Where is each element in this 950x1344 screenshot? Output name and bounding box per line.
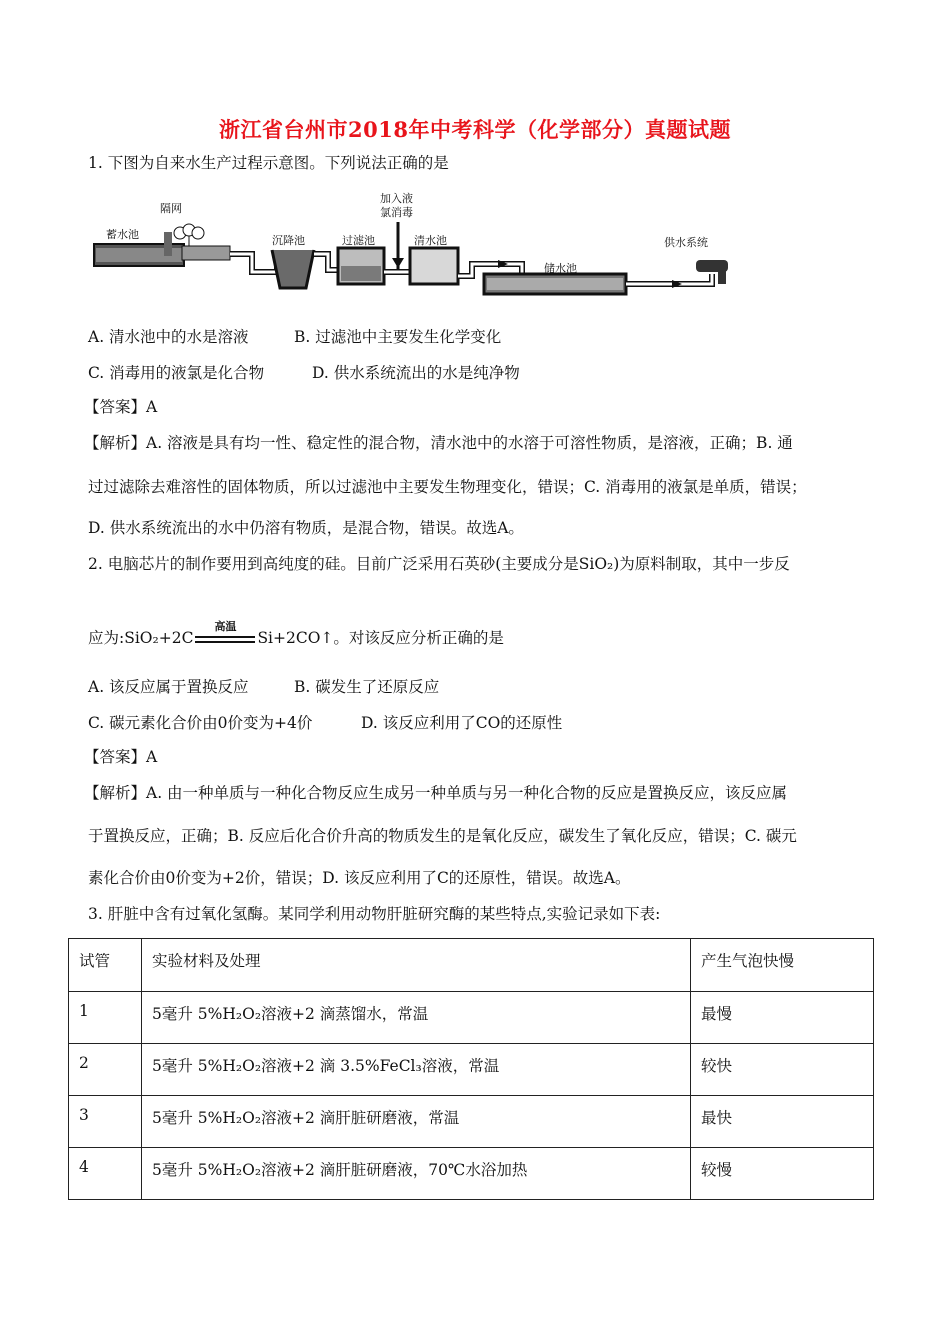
table-header-row (69, 939, 874, 992)
table-header-cell: 实验材料及处理 (142, 939, 691, 992)
screen-label: 隔网 (160, 202, 182, 215)
reservoir-label: 蓄水池 (106, 228, 139, 241)
q1-answer: 【答案】A (84, 398, 158, 416)
table-cell: 5毫升 5%H₂O₂溶液+2 滴肝脏研磨液，常温 (142, 1096, 691, 1148)
clear-water-label: 清水池 (414, 234, 447, 247)
table-row (69, 1044, 874, 1096)
q1-analysis-line: D. 供水系统流出的水中仍溶有物质，是混合物，错误。故选A。 (88, 519, 524, 537)
equation-products: Si+2CO↑。对该反应分析正确的是 (257, 629, 504, 647)
chlorine-label-line1: 加入液 (380, 192, 413, 205)
table-cell: 5毫升 5%H₂O₂溶液+2 滴肝脏研磨液，70℃水浴加热 (142, 1148, 691, 1200)
q1-stem: 1. 下图为自来水生产过程示意图。下列说法正确的是 (88, 154, 449, 172)
table-cell: 5毫升 5%H₂O₂溶液+2 滴蒸馏水，常温 (142, 992, 691, 1044)
table-cell: 2 (69, 1044, 142, 1096)
sedimentation-tank (272, 250, 314, 288)
table-cell: 3 (69, 1096, 142, 1148)
q2-analysis-line: 于置换反应，正确；B. 反应后化合价升高的物质发生的是氧化反应，碳发生了氧化反应，错误；C. 碳元 (88, 827, 797, 845)
q3-stem: 3. 肝脏中含有过氧化氢酶。某同学利用动物肝脏研究酶的某些特点,实验记录如下表: (88, 905, 661, 923)
q1-option-a: A. 清水池中的水是溶液 (88, 328, 249, 346)
q2-analysis-line: 素化合价由0价变为+2价，错误；D. 该反应利用了C的还原性，错误。故选A。 (88, 869, 631, 887)
q1-option-c: C. 消毒用的液氯是化合物 (88, 364, 265, 382)
table-cell: 5毫升 5%H₂O₂溶液+2 滴 3.5%FeCl₃溶液，常温 (142, 1044, 691, 1096)
page-title: 浙江省台州市2018年中考科学（化学部分）真题试题 (219, 117, 731, 142)
equation-arrow (193, 620, 257, 649)
q1-option-b: B. 过滤池中主要发生化学变化 (294, 328, 502, 346)
table-cell: 较慢 (691, 1148, 874, 1200)
table-row (69, 1148, 874, 1200)
table-cell: 最慢 (691, 992, 874, 1044)
supply-label: 供水系统 (664, 236, 708, 249)
table-row (69, 1096, 874, 1148)
q1-analysis-line: 过过滤除去难溶性的固体物质，所以过滤池中主要发生物理变化，错误；C. 消毒用的液氯是单质，错误； (88, 478, 807, 496)
q2-option-a: A. 该反应属于置换反应 (88, 678, 249, 696)
table-header-cell: 试管 (69, 939, 142, 992)
table-header-cell: 产生气泡快慢 (691, 939, 874, 992)
storage-label: 储水池 (544, 262, 577, 275)
water-treatment-diagram (92, 192, 732, 322)
q2-analysis-line: 【解析】A. 由一种单质与一种化合物反应生成另一种单质与另一种化合物的反应是置换反应，该反应属 (84, 784, 788, 802)
q2-stem: 2. 电脑芯片的制作要用到高纯度的硅。目前广泛采用石英砂(主要成分是SiO₂)为原料制取，其中一步反 (88, 555, 790, 573)
q2-option-b: B. 碳发生了还原反应 (294, 678, 440, 696)
q2-option-d: D. 该反应利用了CO的还原性 (361, 714, 563, 732)
table-cell: 较快 (691, 1044, 874, 1096)
filter-label: 过滤池 (342, 234, 375, 247)
table-cell: 最快 (691, 1096, 874, 1148)
clear-water-tank (410, 248, 458, 284)
screen-net (164, 232, 172, 256)
equation-reactants: 应为:SiO₂+2C (88, 629, 194, 647)
q1-analysis-line: 【解析】A. 溶液是具有均一性、稳定性的混合物，清水池中的水溶于可溶性物质，是溶液，正确；B. 通 (84, 434, 793, 452)
experiment-table (68, 938, 874, 1200)
q2-answer: 【答案】A (84, 748, 158, 766)
table-cell: 1 (69, 992, 142, 1044)
table-cell: 4 (69, 1148, 142, 1200)
reaction-condition: 高温 (214, 620, 237, 633)
q1-option-d: D. 供水系统流出的水是纯净物 (312, 364, 520, 382)
q2-equation (88, 620, 504, 649)
table-row (69, 992, 874, 1044)
chlorine-label-line2: 氯消毒 (380, 206, 413, 219)
sedimentation-label: 沉降池 (272, 234, 305, 247)
q2-option-c: C. 碳元素化合价由0价变为+4价 (88, 714, 313, 732)
